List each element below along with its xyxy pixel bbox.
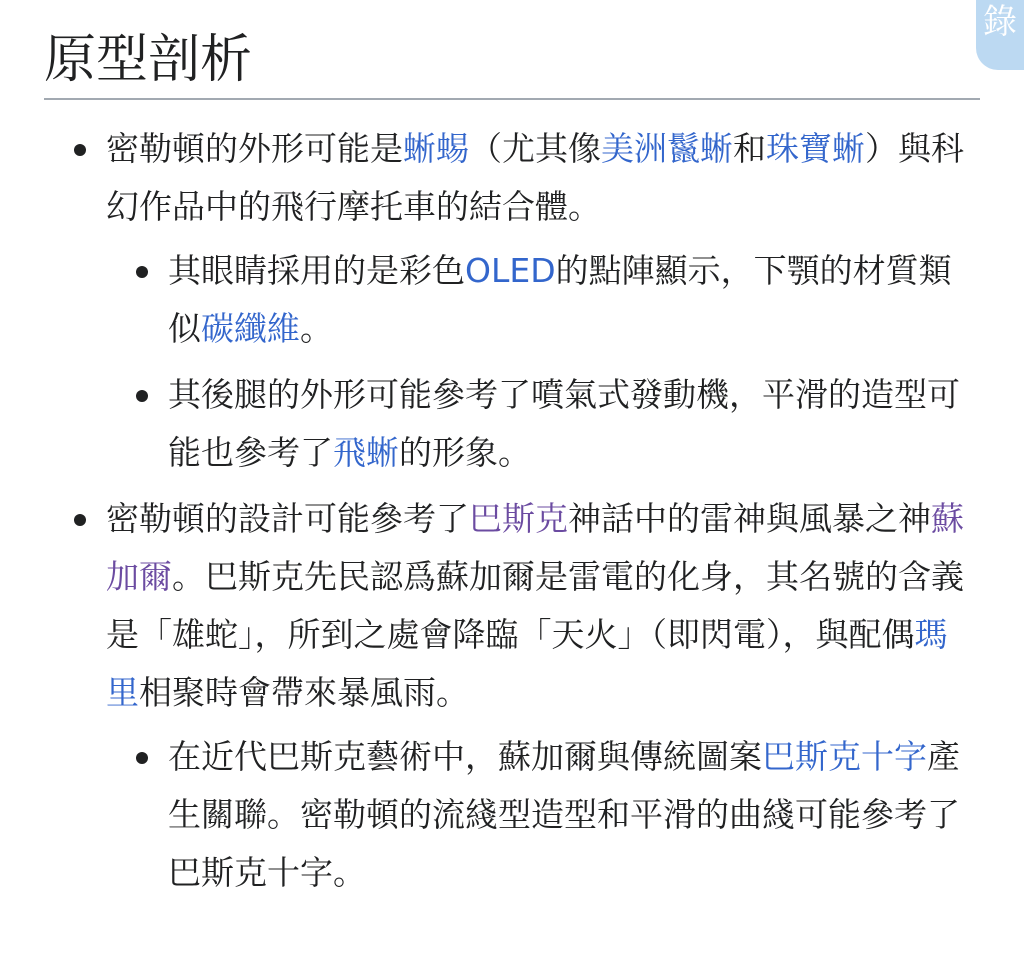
item-text: 的形象。	[399, 433, 531, 472]
item-text: （尤其像	[469, 129, 601, 168]
list-item	[44, 120, 980, 482]
item-text: 其眼睛採用的是彩色	[168, 251, 465, 290]
bullet-icon	[136, 752, 148, 764]
toc-button[interactable]: 錄	[976, 0, 1024, 70]
bullet-icon	[74, 144, 86, 156]
sub-bullet-list	[106, 242, 980, 482]
item-text: 。	[300, 309, 333, 348]
bullet-icon	[136, 390, 148, 402]
item-text: 的點陣顯示，下顎的材質類似	[168, 251, 952, 348]
link-lauburu[interactable]: 巴斯克十字	[762, 737, 927, 776]
item-text: 密勒頓的外形可能是	[106, 129, 403, 168]
item-text: 其後腿的外形可能參考了噴氣式發動機，平滑的造型可能也參考了	[168, 375, 960, 472]
item-text: 密勒頓的設計可能參考了	[106, 499, 469, 538]
link-draco-lizard[interactable]: 飛蜥	[333, 433, 399, 472]
list-item	[106, 366, 980, 482]
link-green-iguana[interactable]: 美洲鬣蜥	[601, 129, 733, 168]
item-text: 相聚時會帶來暴風雨。	[139, 673, 469, 712]
item-text: 在近代巴斯克藝術中，蘇加爾與傳統圖案	[168, 737, 762, 776]
list-item	[44, 490, 980, 902]
link-lizard[interactable]: 蜥蜴	[403, 129, 469, 168]
bullet-icon	[74, 514, 86, 526]
article-content	[44, 0, 980, 910]
item-text: 和	[733, 129, 766, 168]
list-item	[106, 242, 980, 358]
link-basque[interactable]: 巴斯克	[469, 499, 568, 538]
item-text: 神話中的雷神與風暴之神	[568, 499, 931, 538]
bullet-icon	[136, 266, 148, 278]
list-item	[106, 728, 980, 902]
link-oled[interactable]: OLED	[465, 251, 556, 290]
link-jewelled-lizard[interactable]: 珠寶蜥	[766, 129, 865, 168]
section-heading: 原型剖析	[44, 0, 980, 100]
bullet-list	[44, 100, 980, 902]
link-mari[interactable]: 瑪里	[106, 615, 948, 712]
item-text: ）與科幻作品中的飛行摩托車的結合體。	[106, 129, 964, 226]
link-sugaar[interactable]: 蘇加爾	[106, 499, 964, 596]
item-text: 產生關聯。密勒頓的流綫型造型和平滑的曲綫可能參考了巴斯克十字。	[168, 737, 960, 892]
link-carbon-fiber[interactable]: 碳纖維	[201, 309, 300, 348]
item-text: 。巴斯克先民認爲蘇加爾是雷電的化身，其名號的含義是「雄蛇」，所到之處會降臨「天火」（即閃電），與配偶	[106, 557, 964, 654]
sub-bullet-list	[106, 728, 980, 902]
